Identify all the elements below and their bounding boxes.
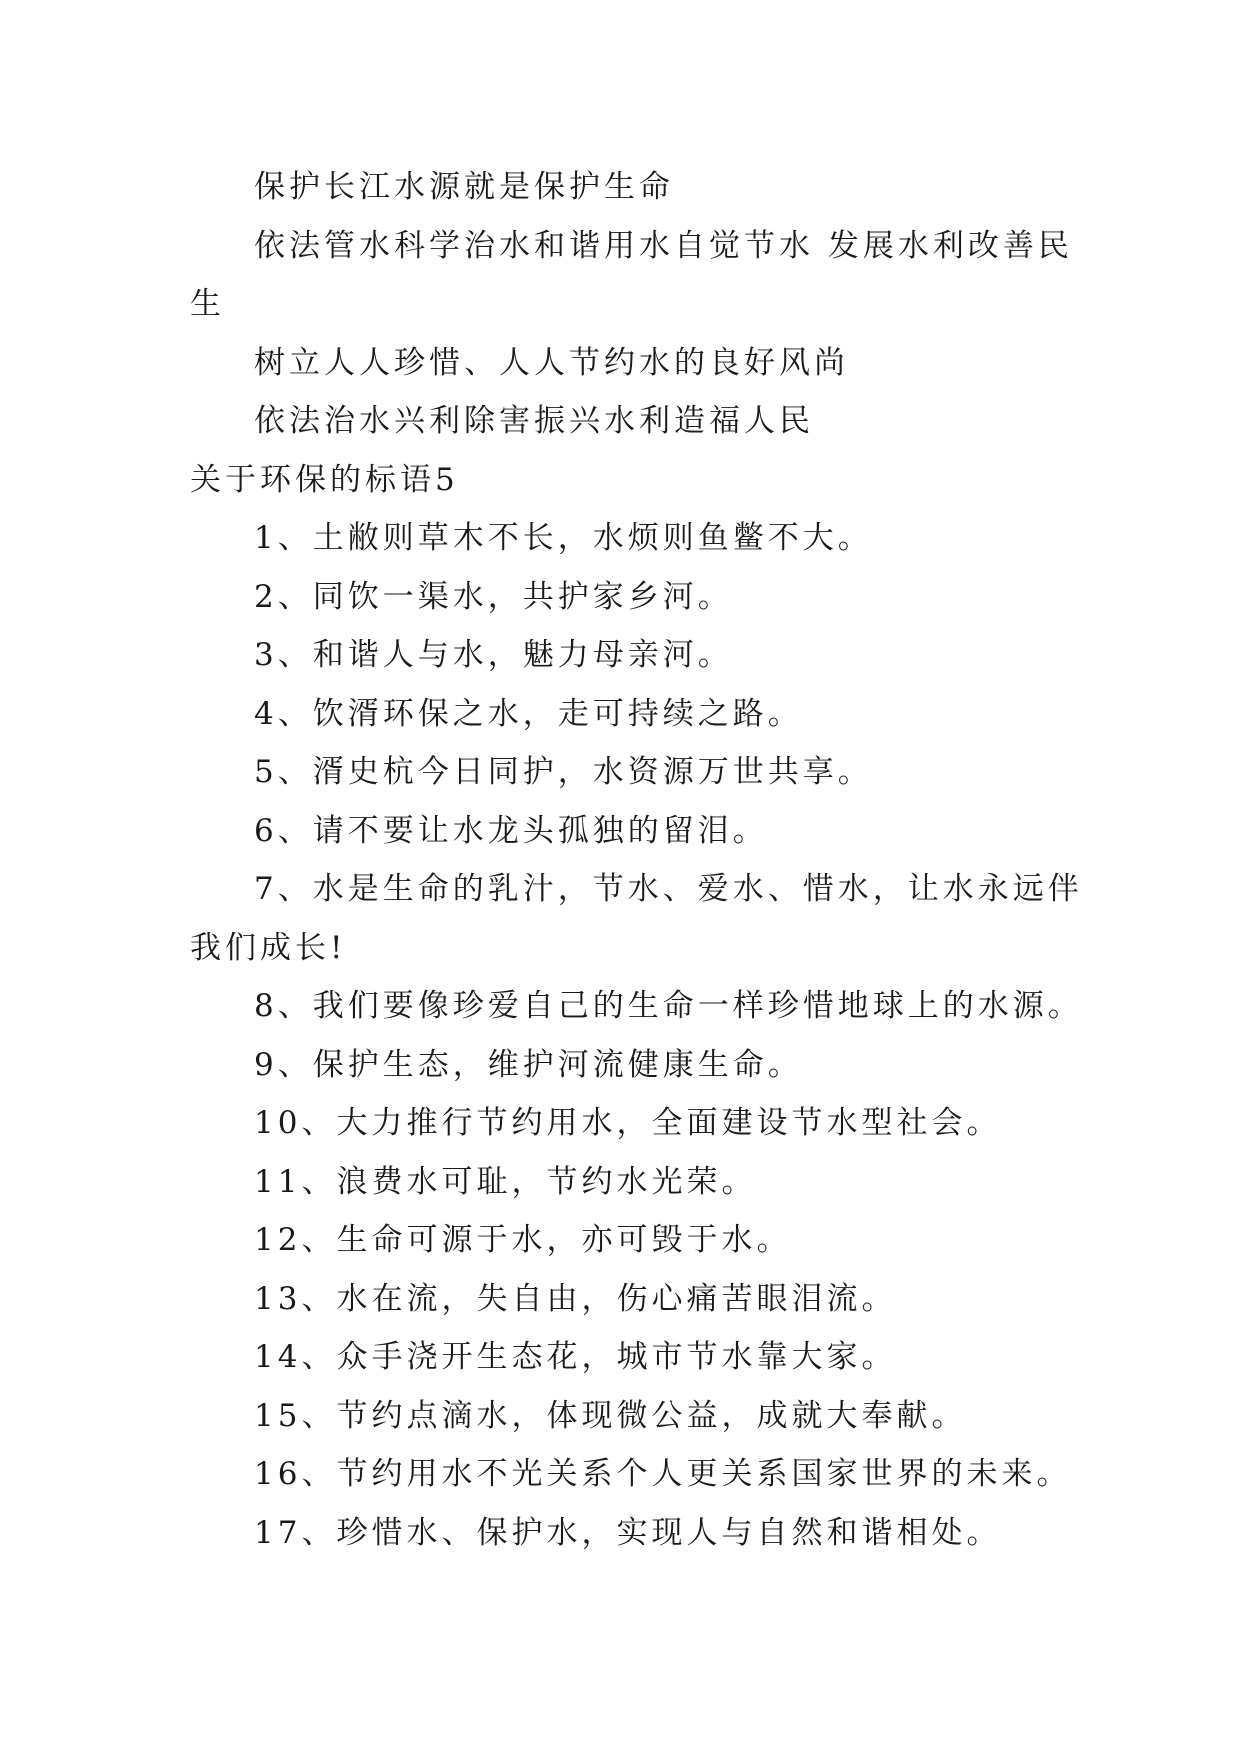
list-item: 17、珍惜水、保护水，实现人与自然和谐相处。 [254,1514,1002,1551]
list-item: 15、节约点滴水，体现微公益，成就大奉献。 [254,1397,967,1434]
list-item-wrapped [190,860,1083,977]
list-item: 12、生命可源于水，亦可毁于水。 [254,1222,792,1258]
list-item: 2、同饮一渠水，共护家乡河。 [254,578,733,615]
slogan-line-part-1: 依法管水科学治水和谐用水自觉节水 发展水利改善民 [254,227,1073,264]
list-item: 4、饮湑环保之水，走可持续之路。 [254,695,803,732]
list-item: 11、浪费水可耻，节约水光荣。 [254,1163,757,1200]
list-item: 6、请不要让水龙头孤独的留泪。 [254,812,768,849]
slogan-line: 保护长江水源就是保护生命 [254,169,674,205]
list-item-part-1: 7、水是生命的乳汁，节水、爱水、惜水，让水永远伴 [254,871,1083,907]
list-item: 10、大力推行节约用水，全面建设节水型社会。 [254,1105,1002,1141]
list-item: 8、我们要像珍爱自己的生命一样珍惜地球上的水源。 [254,988,1083,1024]
list-item: 13、水在流，失自由，伤心痛苦眼泪流。 [254,1280,897,1317]
slogan-line: 树立人人珍惜、人人节约水的良好风尚 [254,344,849,381]
list-item: 3、和谐人与水，魅力母亲河。 [254,637,733,673]
slogan-line-part-2: 生 [190,286,225,322]
document-body [190,158,1083,1562]
slogan-line: 依法治水兴利除害振兴水利造福人民 [254,403,814,439]
slogan-paragraph [190,217,1073,334]
list-item: 9、保护生态，维护河流健康生命。 [254,1046,803,1083]
list-item: 14、众手浇开生态花，城市节水靠大家。 [254,1339,897,1375]
list-item: 1、土敝则草木不长，水烦则鱼鳖不大。 [254,520,873,556]
list-item: 16、节约用水不光关系个人更关系国家世界的未来。 [254,1456,1072,1492]
section-title: 关于环保的标语5 [190,461,459,498]
list-item-part-2: 我们成长! [190,929,347,966]
list-item: 5、湑史杭今日同护，水资源万世共享。 [254,754,873,790]
